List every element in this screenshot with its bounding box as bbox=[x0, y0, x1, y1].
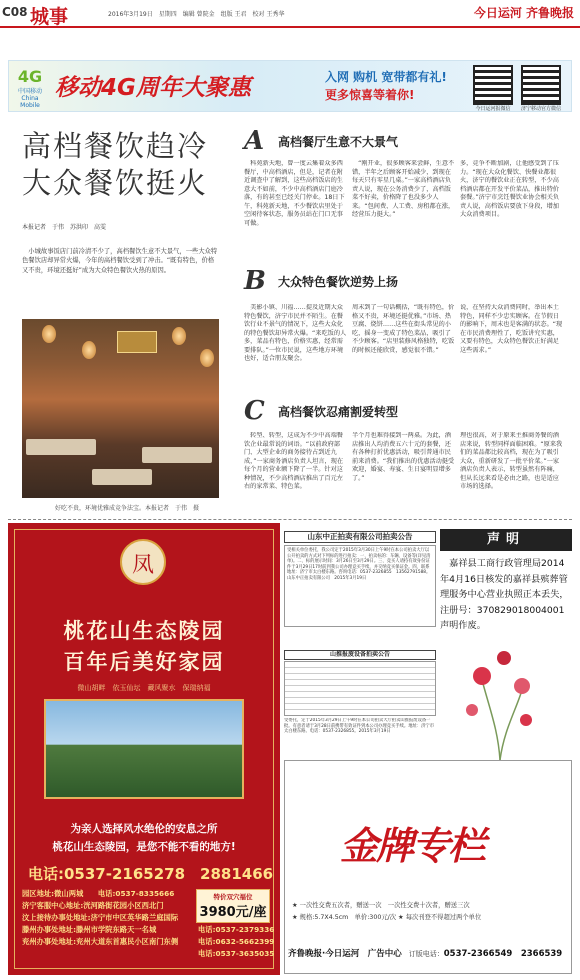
section-c-col-1: 转型、转型，这成为不少中高端餐饮企业最常说的词语。“以前政府部门、大型企业的商务接待占到近九成，”一家商务酒店负责人坦言，现在每个月的营业额下降了一半。针对这种情况，不少高档酒店推出了百元左右的家常菜、特色菜。 bbox=[244, 432, 344, 490]
section-c-col-2: 半个月也难得接到一两桌。为此，酒店推出人均消费五六十元的套餐，还有各种打折优惠活动，吸引普通市民前来消费。“我们推出的优惠活动挺受欢迎，婚宴、寿宴、生日宴明显增多了。” bbox=[352, 432, 455, 482]
photo-caption: 好吃不贵，环境优雅成竞争法宝。本报记者 于伟 摄 bbox=[54, 505, 199, 512]
flower-decoration-icon bbox=[460, 640, 540, 760]
newspaper-brand: 今日运河 齐鲁晚报 bbox=[473, 6, 574, 20]
park-landscape-image bbox=[44, 699, 244, 799]
section-c-col-3: 理也很高，对于原来主推商务餐的酒店来说，转型同样面临困难。“原来我们的菜品都比较高档，现在为了吸引大众，重新研发了一批平价菜。”一家酒店负责人表示，转型虽然有阵痛，但从长远来看是必由之路，也是适应市场的选择。 bbox=[460, 432, 563, 490]
ad-phone: 电话:0537-2165278 2881466 bbox=[28, 865, 274, 883]
byline: 本报记者 于伟 苏洪印 高雯 bbox=[22, 224, 107, 231]
ad-tagline-2: 更多惊喜等着你! bbox=[325, 88, 415, 102]
price-box: 特价双穴福位 3980元/座 bbox=[196, 889, 270, 923]
ad-address-phone: 电话:0632-5662399 bbox=[198, 937, 275, 946]
section-divider bbox=[8, 519, 572, 520]
ad-pitch-2: 桃花山生态陵园，是您不能不看的地方! bbox=[52, 841, 236, 853]
editor-meta: 2016年3月19日 星期四 编辑 曾院金 组版 王君 校对 王秀华 bbox=[108, 11, 285, 18]
qr-code-mobile[interactable]: 济宁移动官方微信 bbox=[521, 65, 561, 112]
mobile-ad-banner[interactable] bbox=[8, 60, 572, 112]
section-b-col-1: 美影小镇、川福……提及近期大众特色餐饮，济宁市民并不陌生。在餐饮行业不景气的情况下，这些大众化的特色餐饮却异常火爆。“来吃饭的人多，菜品有特色，价格实惠，经常需要排队。”一位市民说，这些地方环境也好，适合朋友聚会。 bbox=[244, 304, 347, 362]
ad-address: 兖州办事处地址:兖州大道东首惠民小区南门东侧 bbox=[22, 937, 179, 946]
ad-park-subtitle: 百年后美好家园 bbox=[63, 649, 225, 674]
ad-address-phone: 电话:0537-3635035 bbox=[198, 949, 275, 958]
cemetery-ad[interactable] bbox=[8, 523, 280, 975]
section-a-col-2: “刚开业，很多顾客来尝鲜，生意不错，半年之后顾客开始减少，到现在每天只有零星几桌。”一家高档酒店负责人说，现在公务消费少了，高档饭菜不好卖，价格降了也没多少人来。“包间费、人工费、房租都在涨，经营压力挺大。” bbox=[352, 160, 455, 218]
gold-column-title: 金牌专栏 bbox=[340, 823, 485, 868]
ad-title: 移动4G周年大聚惠 bbox=[55, 75, 251, 101]
section-b-col-2: 周末到了一句话概括，“既有特色，价格又不贵，环境还挺优雅。”市场、热豆腐、烧饼……这些在街头常见的小吃，摇身一变成了特色菜品，吸引了不少顾客。“店里装修风格独特，吃饭的时候还能欣赏，感觉很不错。” bbox=[352, 304, 455, 354]
gold-column-offer: ★ 一次性交费五次者，赠送一次 一次性交费十次者，赠送三次 bbox=[292, 902, 470, 909]
qr-code-icon bbox=[521, 65, 561, 105]
section-letter-b: B bbox=[244, 266, 266, 296]
auction-notice-title: 山东中正拍卖有限公司拍卖公告 bbox=[284, 531, 436, 543]
ad-address: 滕州办事处地址:滕州市学院东路天一名城 bbox=[22, 925, 157, 934]
auction-notice-body: 受相关单位委托，我公司定于2015年3月30日上午9时在本公司拍卖大厅以公开拍卖的方式对下列标的进行拍卖：一、拍卖标的：车辆、设备等(详见清单)。二、标的展示时间：3月26日至3月29日。三、竞买人请持有效身份证件于3月29日17时前到我公司办理竞买手续，并交纳竞买保证金。四、联系地址：济宁市太白楼东路。咨询电话：0537-2326855 13562791588。山东中正拍卖有限公司 2015年3月19日 bbox=[284, 545, 436, 627]
qr-code-newspaper[interactable]: 今日运河报微信 bbox=[473, 65, 513, 112]
ad-park-name: 桃花山生态陵园 bbox=[63, 618, 225, 643]
declaration-title: 声明 bbox=[440, 529, 572, 551]
section-letter-c: C bbox=[244, 396, 265, 426]
page-number: C08 bbox=[2, 5, 28, 19]
section-title: 城事 bbox=[30, 6, 69, 28]
section-a-title: 高档餐厅生意不大景气 bbox=[278, 135, 399, 149]
section-b-title: 大众特色餐饮逆势上扬 bbox=[278, 275, 399, 289]
section-b-col-3: 说，在坚持大众消费同时，举出本土特色，同样不少忠实顾客。在节假日的影响下，周末也是客满的状态。“现在市民消费理性了，吃饭讲究实惠，又要有特色，大众特色餐饮正好满足这些需求。” bbox=[460, 304, 563, 354]
equipment-table bbox=[284, 661, 436, 716]
equipment-notice-body: 受委托，定于2015年3月29日上午9时在本公司拍卖大厅拍卖山推报废设备一批。有意者请于3月28日前携带有效证件到本公司办理竞买手续。地址：济宁市太白楼东路。电话：0537-2326855。2015年3月19日 bbox=[284, 718, 434, 735]
ad-center-footer: 齐鲁晚报·今日运河 广告中心 订版电话：0537-2366549 2366539 bbox=[288, 949, 563, 959]
qr-code-icon bbox=[473, 65, 513, 105]
ad-tagline: 入网 购机 宽带都有礼! bbox=[325, 70, 447, 84]
declaration-body: 嘉祥县工商行政管理局2014年4月16日核发的嘉祥县殡葬管理服务中心营业执照正本丢失，注册号：370829018004001声明作废。 bbox=[440, 558, 569, 631]
section-c-title: 高档餐饮忍痛割爱转型 bbox=[278, 405, 399, 419]
section-a-col-3: 多，竞争不断加剧，让他感受到了压力。“现在大众化餐饮、快餐业都很火，济宁的餐饮业正在转型，不少高档酒店都在开发平价菜品，推出特价套餐。”济宁市烹饪餐饮业协会相关负责人说，高档饭店要放下身段，增加大众消费项目。 bbox=[460, 160, 560, 218]
section-letter-a: A bbox=[244, 126, 265, 156]
ad-address: 汶上接待办事处地址:济宁市中区英华路兰庭国际 bbox=[22, 913, 179, 922]
phoenix-logo-icon: 凤 bbox=[120, 539, 166, 585]
ad-pitch-1: 为亲人选择风水绝伦的安息之所 bbox=[70, 823, 218, 835]
restaurant-photo bbox=[22, 319, 219, 498]
china-mobile-logo: 4G 中国移动 China Mobile bbox=[17, 67, 43, 109]
ad-address-phone: 电话:0537-2379336 bbox=[198, 925, 275, 934]
ad-address: 园区地址:微山两城 电话:0537-8335666 bbox=[22, 889, 175, 898]
lead-paragraph: 小城故事饭店门前冷清不少了，高档餐饮生意不大景气，一些大众特色餐饮店却异常火爆，今年的高档餐饮受到了冲击。“既有特色，价格又不贵，环境还挺好”成为大众特色餐饮火热的原因。 bbox=[22, 248, 218, 274]
ad-address: 济宁客服中心地址:洸河路街花园小区西北门 bbox=[22, 901, 164, 910]
main-headline: 高档餐饮趋冷 大众餐饮挺火 bbox=[22, 129, 209, 200]
gold-column-spec: ★ 规格:5.7X4.5cm 单价:300元/次 ★ 每次刊登不得超过两个单位 bbox=[292, 914, 482, 921]
section-a-col-1: 科苑新天地，曾一度云集着众多西餐厅，中高档酒店，但是，记者在附近调查中了解到，这些高档饭店的生意大不如前，不少中高档酒店门庭冷落，有的甚至已经关门停业。18日下午，科苑新天地，不少餐饮店里处于空闲待客状态，服务员站在门口无事可做。 bbox=[244, 160, 345, 227]
equipment-notice-title: 山推报废设备拍卖公告 bbox=[284, 650, 436, 660]
ad-slogan: 微山胡畔 依玉仙坛 藏风聚水 保瑞纳福 bbox=[77, 684, 211, 692]
